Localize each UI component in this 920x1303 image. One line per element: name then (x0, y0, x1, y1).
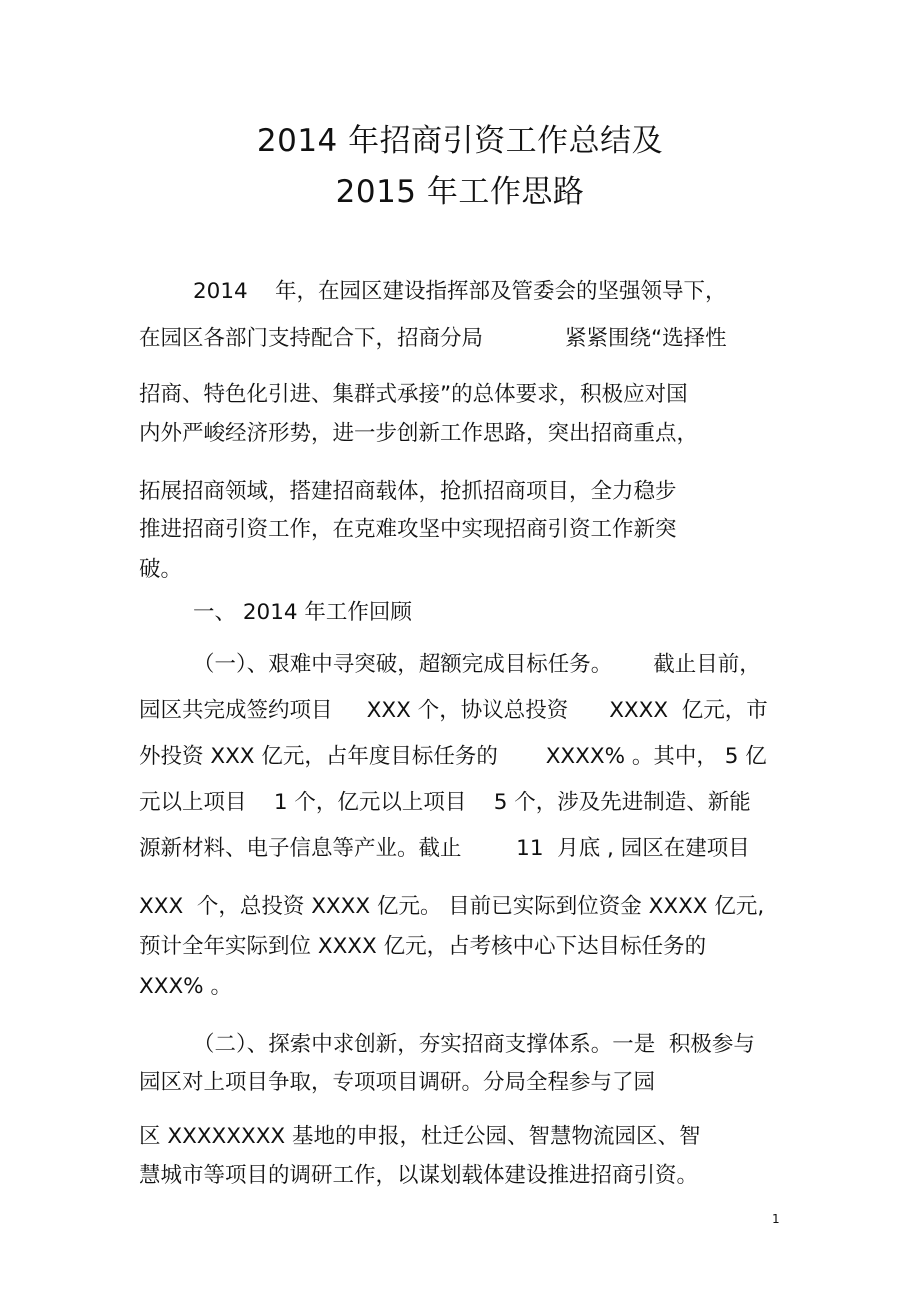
section-heading: 一、 2014 年工作回顾 (193, 600, 412, 625)
paragraph-line: XXX% 。 (139, 974, 232, 999)
paragraph-line: 元以上项目 1 个，亿元以上项目 5 个，涉及先进制造、新能 (139, 790, 751, 815)
paragraph-line: 内外严峻经济形势，进一步创新工作思路，突出招商重点， (139, 421, 699, 446)
paragraph-line: 破。 (139, 557, 183, 582)
paragraph-line: 招商、特色化引进、集群式承接”的总体要求，积极应对国 (139, 382, 688, 407)
page-number: 1 (772, 1212, 780, 1226)
paragraph-line: 拓展招商领域，搭建招商载体，抢抓招商项目，全力稳步 (139, 479, 677, 504)
paragraph-line: 在园区各部门支持配合下，招商分局 紧紧围绕“选择性 (139, 326, 727, 351)
document-title-line-2: 2015 年工作思路 (335, 174, 585, 210)
paragraph-line: （一）、艰难中寻突破，超额完成目标任务。 截止目前， (193, 652, 761, 677)
paragraph-line: 2014 年，在园区建设指挥部及管委会的坚强领导下， (193, 279, 727, 304)
paragraph-line: XXX 个，总投资 XXXX 亿元。 目前已实际到位资金 XXXX 亿元, (139, 894, 765, 919)
document-title-line-1: 2014 年招商引资工作总结及 (256, 123, 664, 159)
paragraph-line: 区 XXXXXXXX 基地的申报，杜迁公园、智慧物流园区、智 (139, 1124, 701, 1149)
paragraph-line: 外投资 XXX 亿元，占年度目标任务的 XXXX% 。其中， 5 亿 (139, 744, 767, 769)
paragraph-line: 慧城市等项目的调研工作，以谋划载体建设推进招商引资。 (139, 1163, 699, 1188)
paragraph-line: 源新材料、电子信息等产业。截止 11 月底 , 园区在建项目 (139, 836, 750, 861)
paragraph-line: 预计全年实际到位 XXXX 亿元，占考核中心下达目标任务的 (139, 934, 707, 959)
paragraph-line: （二）、探索中求创新，夯实招商支撑体系。一是 积极参与 (193, 1032, 755, 1057)
paragraph-line: 推进招商引资工作，在克难攻坚中实现招商引资工作新突 (139, 517, 677, 542)
paragraph-line: 园区对上项目争取，专项项目调研。分局全程参与了园 (139, 1070, 656, 1095)
paragraph-line: 园区共完成签约项目 XXX 个，协议总投资 XXXX 亿元，市 (139, 698, 768, 723)
